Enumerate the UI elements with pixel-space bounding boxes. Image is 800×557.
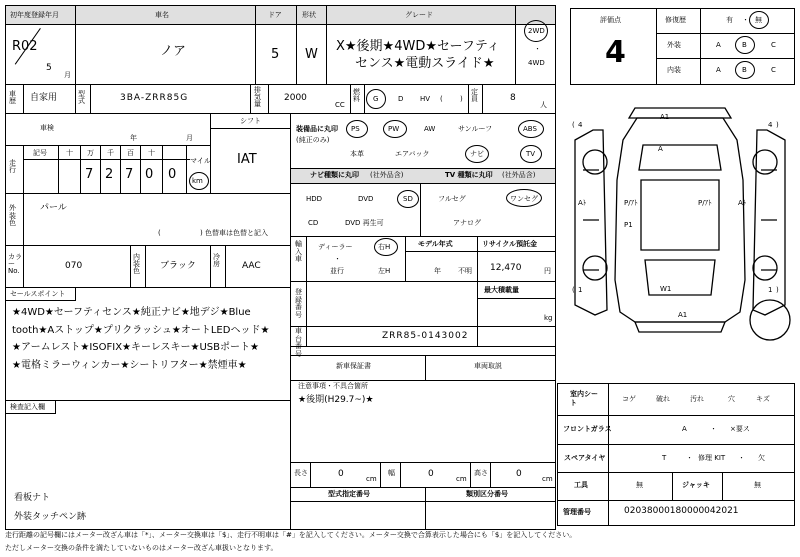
fuel-g: G: [373, 95, 379, 103]
seat-opt-1: 破れ: [656, 395, 670, 403]
mark-a1-rear: A1: [678, 311, 688, 319]
navi-dvd-play: DVD 再生可: [345, 219, 384, 227]
footer-line-1: 走行距離の記号欄にはメーター改ざん車は「*」、メーター交換車は「$」、走行不明車は「#」を記入してください。メーター交換で合算表示した場合にも「$」を記入してください。: [5, 531, 577, 539]
mark-pp-left: P/ｱﾄ: [624, 199, 638, 207]
reg-year: R02: [12, 39, 38, 54]
color-paren-r: ): [200, 229, 203, 237]
eq-airbag: エアバック: [395, 150, 430, 158]
mark-ra-left: Aﾄ: [578, 199, 587, 207]
width-unit: cm: [456, 475, 467, 483]
digit-4: 0: [168, 167, 177, 182]
interior-color-label: 内装色: [133, 253, 140, 275]
tv-label: TV 種類に丸印: [445, 171, 493, 179]
car-outline-svg: [565, 100, 795, 360]
mgmt-label: 管理番号: [563, 508, 591, 516]
repair-yes: 有: [726, 16, 733, 24]
inspection-label: 車検: [40, 124, 54, 132]
repair-no: 無: [755, 16, 762, 24]
fuel-d: D: [398, 95, 404, 103]
corner-bl-1: 1: [578, 286, 583, 294]
repair-sep: ・: [742, 16, 749, 24]
car-name: ノア: [160, 44, 187, 59]
navi-label: ナビ種類に丸印: [310, 171, 359, 179]
spare-opt-4: 欠: [758, 454, 765, 462]
chassis-label: 車台番号: [295, 327, 302, 359]
person-unit: 人: [540, 101, 547, 109]
corner-br: ): [776, 286, 779, 294]
equipment-label: 装備品に丸印: [296, 125, 338, 133]
eq-aw: AW: [424, 125, 436, 133]
tv-analog: アナログ: [453, 219, 481, 227]
warranty-manual: 車両取説: [474, 362, 502, 370]
import-left: 左H: [378, 267, 391, 275]
reg-year-label: 初年度登録年月: [10, 11, 59, 19]
import-right: 右H: [378, 243, 391, 251]
score-value: 4: [605, 35, 626, 70]
capacity: 8: [510, 93, 516, 103]
notes-text: ★後期(H29.7~)★: [298, 395, 374, 405]
navi-dvd: DVD: [358, 195, 374, 203]
import-parallel: 並行: [330, 267, 344, 275]
length-unit: cm: [366, 475, 377, 483]
sales-label: セールスポイント: [10, 290, 66, 298]
sales-line: ★4WD★セーフティセンス★純正ナビ★地デジ★Blue: [12, 307, 251, 318]
interior-c: C: [771, 66, 776, 74]
height-label: 高さ: [474, 469, 488, 477]
digit-hdr-2: 万: [87, 149, 94, 157]
glass-opt-1: ・: [710, 425, 717, 433]
spare-opt-3: ・: [738, 454, 745, 462]
eq-leather: 本革: [350, 150, 364, 158]
interior-a: A: [716, 66, 721, 74]
digit-hdr-6: マイル: [190, 157, 211, 165]
fuel-label: 燃料: [353, 88, 360, 103]
model-year-unit: 年: [434, 267, 441, 275]
model-year-label: モデル年式: [418, 240, 453, 248]
km: km: [192, 177, 203, 185]
capacity-label: 定員: [471, 88, 478, 103]
color-note: 色替車は色替と記入: [205, 229, 268, 237]
sales-line: tooth★Aストップ★プリクラッシュ★オートLEDヘッド★: [12, 324, 270, 336]
fuel-paren-l: (: [440, 95, 443, 103]
inspector-line-1: 看板ナト: [14, 493, 51, 503]
navi-sub: (社外品含): [370, 171, 404, 179]
model-year-unknown: 不明: [458, 267, 472, 275]
reg-no-label: 登録番号: [295, 288, 302, 320]
eq-ps: PS: [351, 125, 360, 133]
grade-line2: センス★電動スライド★: [355, 56, 495, 71]
drive-dash: ・: [534, 45, 541, 53]
score-label: 評価点: [600, 16, 621, 24]
recycle-value: 12,470: [490, 263, 522, 273]
corner-tr-4: 4: [768, 121, 773, 129]
displacement-label: 排気量: [254, 86, 261, 108]
seat-opt-3: 穴: [728, 395, 735, 403]
drive-2wd: 2WD: [528, 27, 545, 35]
shift-label: シフト: [240, 117, 261, 125]
digit-hdr-3: 千: [107, 149, 114, 157]
cc: CC: [335, 101, 345, 109]
shift: IAT: [237, 152, 257, 167]
eq-abs: ABS: [523, 125, 537, 133]
eq-sunroof: サンルーフ: [458, 125, 493, 133]
repair-label: 修復歴: [665, 16, 686, 24]
usage-label: 車歴: [9, 90, 16, 105]
length-label: 長さ: [294, 469, 308, 477]
color-paren-l: (: [158, 229, 161, 237]
inspection-month-unit: 月: [186, 134, 193, 142]
digit-hdr-5: 十: [148, 149, 155, 157]
mark-ra-right: Aﾄ: [738, 199, 747, 207]
seat-opt-0: コゲ: [622, 395, 636, 403]
digit-2: 7: [125, 167, 134, 182]
seat-opt-2: 汚れ: [690, 395, 704, 403]
eq-pw: PW: [388, 125, 400, 133]
digit-hdr-0: 記号: [33, 149, 47, 157]
eq-navi: ナビ: [470, 150, 484, 158]
exterior-color: パール: [40, 203, 67, 213]
model: 3BA-ZRR85G: [120, 93, 189, 103]
class-no-label: 類別区分番号: [466, 490, 508, 498]
interior-score-label: 内装: [667, 66, 681, 74]
chassis-no: ZRR85-0143002: [382, 331, 469, 341]
color-label: 外装色: [9, 204, 16, 228]
seat-opt-4: キズ: [756, 395, 770, 403]
corner-br-1: 1: [768, 286, 773, 294]
sales-points: [12, 304, 269, 374]
width-value: 0: [428, 469, 434, 479]
import-label: 輸入車: [295, 240, 302, 264]
digit-hdr-1: 十: [66, 149, 73, 157]
navi-hdd: HDD: [306, 195, 323, 203]
length-value: 0: [338, 469, 344, 479]
sales-line: ★アームレスト★ISOFIX★キーレスキー★USBポート★: [12, 342, 259, 353]
door-label: ドア: [268, 11, 282, 19]
recycle-unit: 円: [544, 267, 551, 275]
reg-month: 5: [46, 63, 52, 73]
glass-opt-2: ×要ス: [730, 425, 750, 433]
drive-4wd: 4WD: [528, 59, 545, 67]
height-unit: cm: [542, 475, 553, 483]
exterior-score-label: 外装: [667, 41, 681, 49]
corner-bl: (: [572, 286, 575, 294]
fuel-hv: HV: [420, 95, 431, 103]
digit-1: 2: [105, 167, 114, 182]
corner-tr: ): [776, 121, 779, 129]
inspector-line-2: 外装タッチペン跡: [14, 512, 87, 522]
fuel-paren-r: ): [460, 95, 463, 103]
width-label: 幅: [388, 469, 395, 477]
interior-color: ブラック: [160, 261, 196, 271]
tv-sub: (社外品含): [502, 171, 536, 179]
mark-w1: W1: [660, 285, 672, 293]
height-value: 0: [516, 469, 522, 479]
max-load-label: 最大積載量: [484, 286, 519, 294]
digit-hdr-4: 百: [127, 149, 134, 157]
shape-label: 形状: [302, 11, 316, 19]
doors: 5: [271, 47, 280, 62]
spare-opt-2: 修理 KIT: [698, 454, 726, 462]
mark-a-top: A: [658, 145, 663, 153]
ac: AAC: [242, 261, 261, 271]
usage: 自家用: [30, 93, 58, 103]
warranty-new: 新車保証書: [336, 362, 371, 370]
footer-line-2: ただしメーター交換の条件を満たしていないものはメーター改ざん車扱いとなります。: [5, 544, 278, 552]
digit-0: 7: [85, 167, 94, 182]
ac-label: 冷房: [213, 253, 220, 268]
jack-value: 無: [754, 481, 761, 489]
color-no-label: カラーNo.: [8, 253, 22, 275]
tv-fullseg: フルセグ: [438, 195, 466, 203]
recycle-label: リサイクル預託金: [482, 240, 538, 248]
tools-value: 無: [636, 481, 643, 489]
glass-label: フロントガラス: [563, 425, 612, 433]
import-dealer: ディーラー: [318, 243, 353, 251]
navi-cd: CD: [308, 219, 319, 227]
notes-label: 注意事項・不具合箇所: [298, 382, 368, 390]
grade-line1: X★後期★4WD★セーフティ: [336, 39, 500, 54]
eq-tv: TV: [526, 150, 536, 158]
mgmt-value: 02038000180000042021: [624, 506, 739, 516]
exterior-a: A: [716, 41, 721, 49]
tv-oneseg: ワンセグ: [510, 195, 538, 203]
jack-label: ジャッキ: [682, 481, 710, 489]
sales-line: ★電格ミラーウィンカー★シートリフター★禁煙車★: [12, 359, 247, 371]
digit-3: 0: [145, 167, 154, 182]
import-mid: ・: [334, 255, 341, 263]
mark-p1: P1: [624, 221, 633, 229]
spare-label: スペアタイヤ: [564, 454, 606, 462]
mark-pp-right: P/ｱﾄ: [698, 199, 712, 207]
navi-sd: SD: [403, 195, 413, 203]
grade-label: グレード: [405, 11, 433, 19]
inspection-year-unit: 年: [130, 134, 137, 142]
spare-opt-1: ・: [686, 454, 693, 462]
glass-opt-0: A: [682, 425, 687, 433]
reg-month-unit: 月: [64, 71, 71, 79]
equipment-label2: (純正のみ): [296, 136, 330, 144]
interior-b: B: [742, 66, 747, 74]
inspector-label: 検査記入欄: [10, 403, 45, 411]
model-label: 型式: [78, 90, 85, 105]
shape: W: [305, 47, 318, 62]
displacement: 2000: [284, 93, 307, 103]
max-load-unit: kg: [544, 314, 553, 322]
corner-tl: (: [572, 121, 575, 129]
exterior-b: B: [742, 41, 747, 49]
spare-opt-0: T: [662, 454, 667, 462]
tools-label: 工具: [574, 481, 588, 489]
exterior-c: C: [771, 41, 776, 49]
color-no: 070: [65, 261, 83, 271]
seat-label: 室内シート: [570, 390, 598, 408]
corner-tl-4: 4: [578, 121, 583, 129]
car-name-label: 車名: [155, 11, 169, 19]
type-no-label: 型式指定番号: [328, 490, 370, 498]
mileage-label: 走行: [9, 159, 16, 174]
mark-a1-front: A1: [660, 113, 670, 121]
